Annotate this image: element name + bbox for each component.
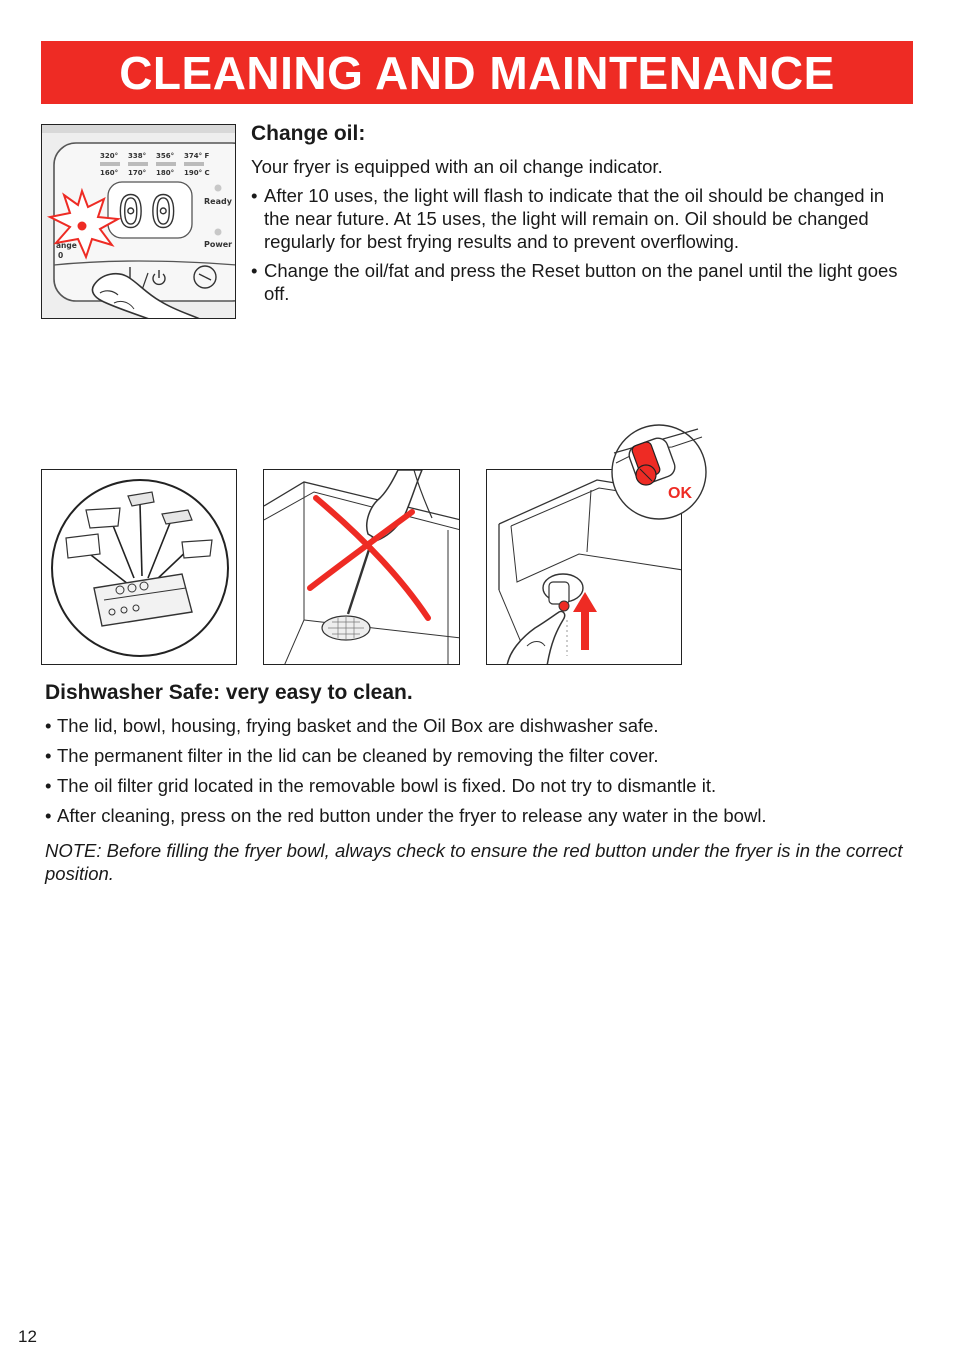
change-label: ange xyxy=(56,241,77,250)
control-panel-drawing xyxy=(42,125,236,319)
dishwasher-parts-illustration xyxy=(41,469,237,665)
change-sublabel: 0 xyxy=(58,251,64,260)
change-oil-heading: Change oil: xyxy=(251,122,366,145)
change-oil-section xyxy=(251,122,901,311)
temp-f-2: 338° xyxy=(128,152,147,160)
section-banner xyxy=(41,41,913,104)
list-item: • The oil filter grid located in the removable bowl is fixed. Do not try to dismantle it. xyxy=(45,774,905,797)
list-item: • After 10 uses, the light will flash to indicate that the oil should be changed in the near future. At 15 uses, the light will remain on. Oil should be changed regularly for best frying results and to prevent overflowing. xyxy=(251,184,901,253)
page-title: CLEANING AND MAINTENANCE xyxy=(119,46,835,99)
red-release-button xyxy=(559,601,569,611)
temp-f-4: 374° F xyxy=(184,152,210,160)
arrow-up-icon xyxy=(573,592,597,650)
change-oil-intro: Your fryer is equipped with an oil change indicator. xyxy=(251,156,663,177)
control-panel-illustration xyxy=(41,124,236,319)
temp-c-3: 180° xyxy=(156,169,175,177)
list-item: • The lid, bowl, housing, frying basket and the Oil Box are dishwasher safe. xyxy=(45,714,905,737)
ok-position-detail xyxy=(610,423,708,521)
oil-change-indicator-light xyxy=(78,222,87,231)
temp-f-3: 356° xyxy=(156,152,175,160)
change-oil-bullets xyxy=(251,184,901,305)
finger-pushing-illustration xyxy=(507,611,565,665)
page-number: 12 xyxy=(18,1327,37,1346)
hand-with-screwdriver xyxy=(367,470,422,540)
do-not-dismantle-drawing xyxy=(264,470,460,665)
list-item: • Change the oil/fat and press the Reset button on the panel until the light goes off. xyxy=(251,259,901,305)
list-item: • The permanent filter in the lid can be cleaned by removing the filter cover. xyxy=(45,744,905,767)
timer-display: 00 xyxy=(117,187,183,238)
temp-c-1: 160° xyxy=(100,169,119,177)
power-label: Power xyxy=(204,240,233,249)
ready-label: Ready xyxy=(204,197,232,206)
note-text: NOTE: Before filling the fryer bowl, always check to ensure the red button under the fryer is in the correct position. xyxy=(45,840,903,884)
ok-position-detail-drawing xyxy=(610,423,708,521)
temp-c-2: 170° xyxy=(128,169,147,177)
dishwasher-parts-drawing xyxy=(42,470,237,665)
ok-label: OK xyxy=(668,485,692,502)
temp-c-4: 190° C xyxy=(184,169,210,177)
dishwasher-bullets xyxy=(45,714,905,827)
list-item: • After cleaning, press on the red button under the fryer to release any water in the bowl. xyxy=(45,804,905,827)
dishwasher-heading: Dishwasher Safe: very easy to clean. xyxy=(45,681,413,704)
do-not-dismantle-illustration xyxy=(263,469,460,665)
dishwasher-section xyxy=(45,681,905,904)
temp-f-1: 320° xyxy=(100,152,119,160)
